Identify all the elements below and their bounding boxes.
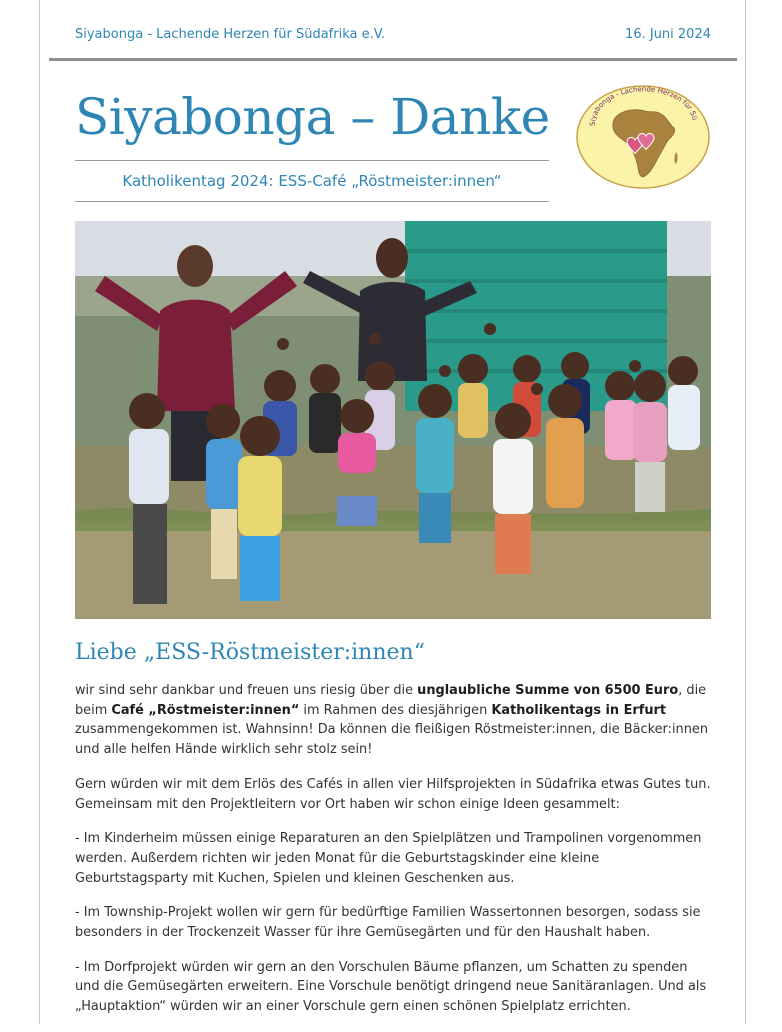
paragraph-thanks: wir sind sehr dankbar und freuen uns riesig über die unglaubliche Summe von 6500 Euro, die beim Café „Röstmeister:innen“ im Rahmen des diesjährigen Katholikentags in Erfurt zusammengekommen ist. Wahnsinn! Da können die fleißigen Röstmeister:innen, die Bäcker:innen und alle helfen Hände wirklich sehr stolz sein! (75, 683, 708, 758)
donation-amount: unglaubliche Summe von 6500 Euro (417, 683, 679, 698)
organization-logo (575, 84, 711, 190)
organization-name: Siyabonga - Lachende Herzen für Südafrika e.V. (75, 27, 386, 42)
event-name: Katholikentags in Erfurt (491, 702, 667, 718)
paragraph-plans: Gern würden wir mit dem Erlös des Cafés in allen vier Hilfsprojekten in Südafrika etwas Gutes tun. Gemeinsam mit den Projektleitern vor Ort haben wir schon einige Ideen gesammelt: (75, 776, 711, 812)
title-divider-bottom (75, 201, 549, 202)
title-divider-top (75, 160, 549, 161)
cafe-name: Café „Röstmeister:innen“ (111, 702, 300, 718)
logo-text: Siyabonga - Lachende Herzen für Sü (588, 85, 699, 127)
paragraph-township: - Im Township-Projekt wollen wir gern für bedürftige Familien Wassertonnen besorgen, sodass sie besonders in der Trockenzeit Wasser für ihre Gemüsegärten und für den Haushalt haben. (75, 905, 701, 941)
letter-body (75, 681, 715, 1032)
page-border-left (39, 0, 40, 1024)
issue-date: 16. Juni 2024 (625, 27, 711, 42)
newsletter-header (75, 27, 711, 47)
greeting-heading: Liebe „ESS-Röstmeister:innen“ (75, 640, 425, 665)
header-divider (49, 58, 737, 61)
page-title: Siyabonga – Danke (75, 88, 550, 146)
paragraph-kinderheim: - Im Kinderheim müssen einige Reparaturen an den Spielplätzen und Trampolinen vorgenommen werden. Außerdem richten wir jeden Monat für die Geburtstagskinder eine kleine Geburtstagsparty mit Kuchen, Spielen und kleinen Geschenken aus. (75, 831, 702, 886)
paragraph-dorfprojekt: - Im Dorfprojekt würden wir gern an den Vorschulen Bäume pflanzen, um Schatten zu spenden und die Gemüsegärten erweitern. Eine Vorschule benötigt dringend neue Sanitäranlagen. Und als „Hauptaktion“ würden wir an einer Vorschule gern einen schönen Spielplatz errichten. (75, 959, 707, 1015)
page-subtitle: Katholikentag 2024: ESS-Café „Röstmeister:innen“ (122, 172, 502, 190)
page-border-right (745, 0, 746, 1024)
group-photo (75, 221, 711, 619)
